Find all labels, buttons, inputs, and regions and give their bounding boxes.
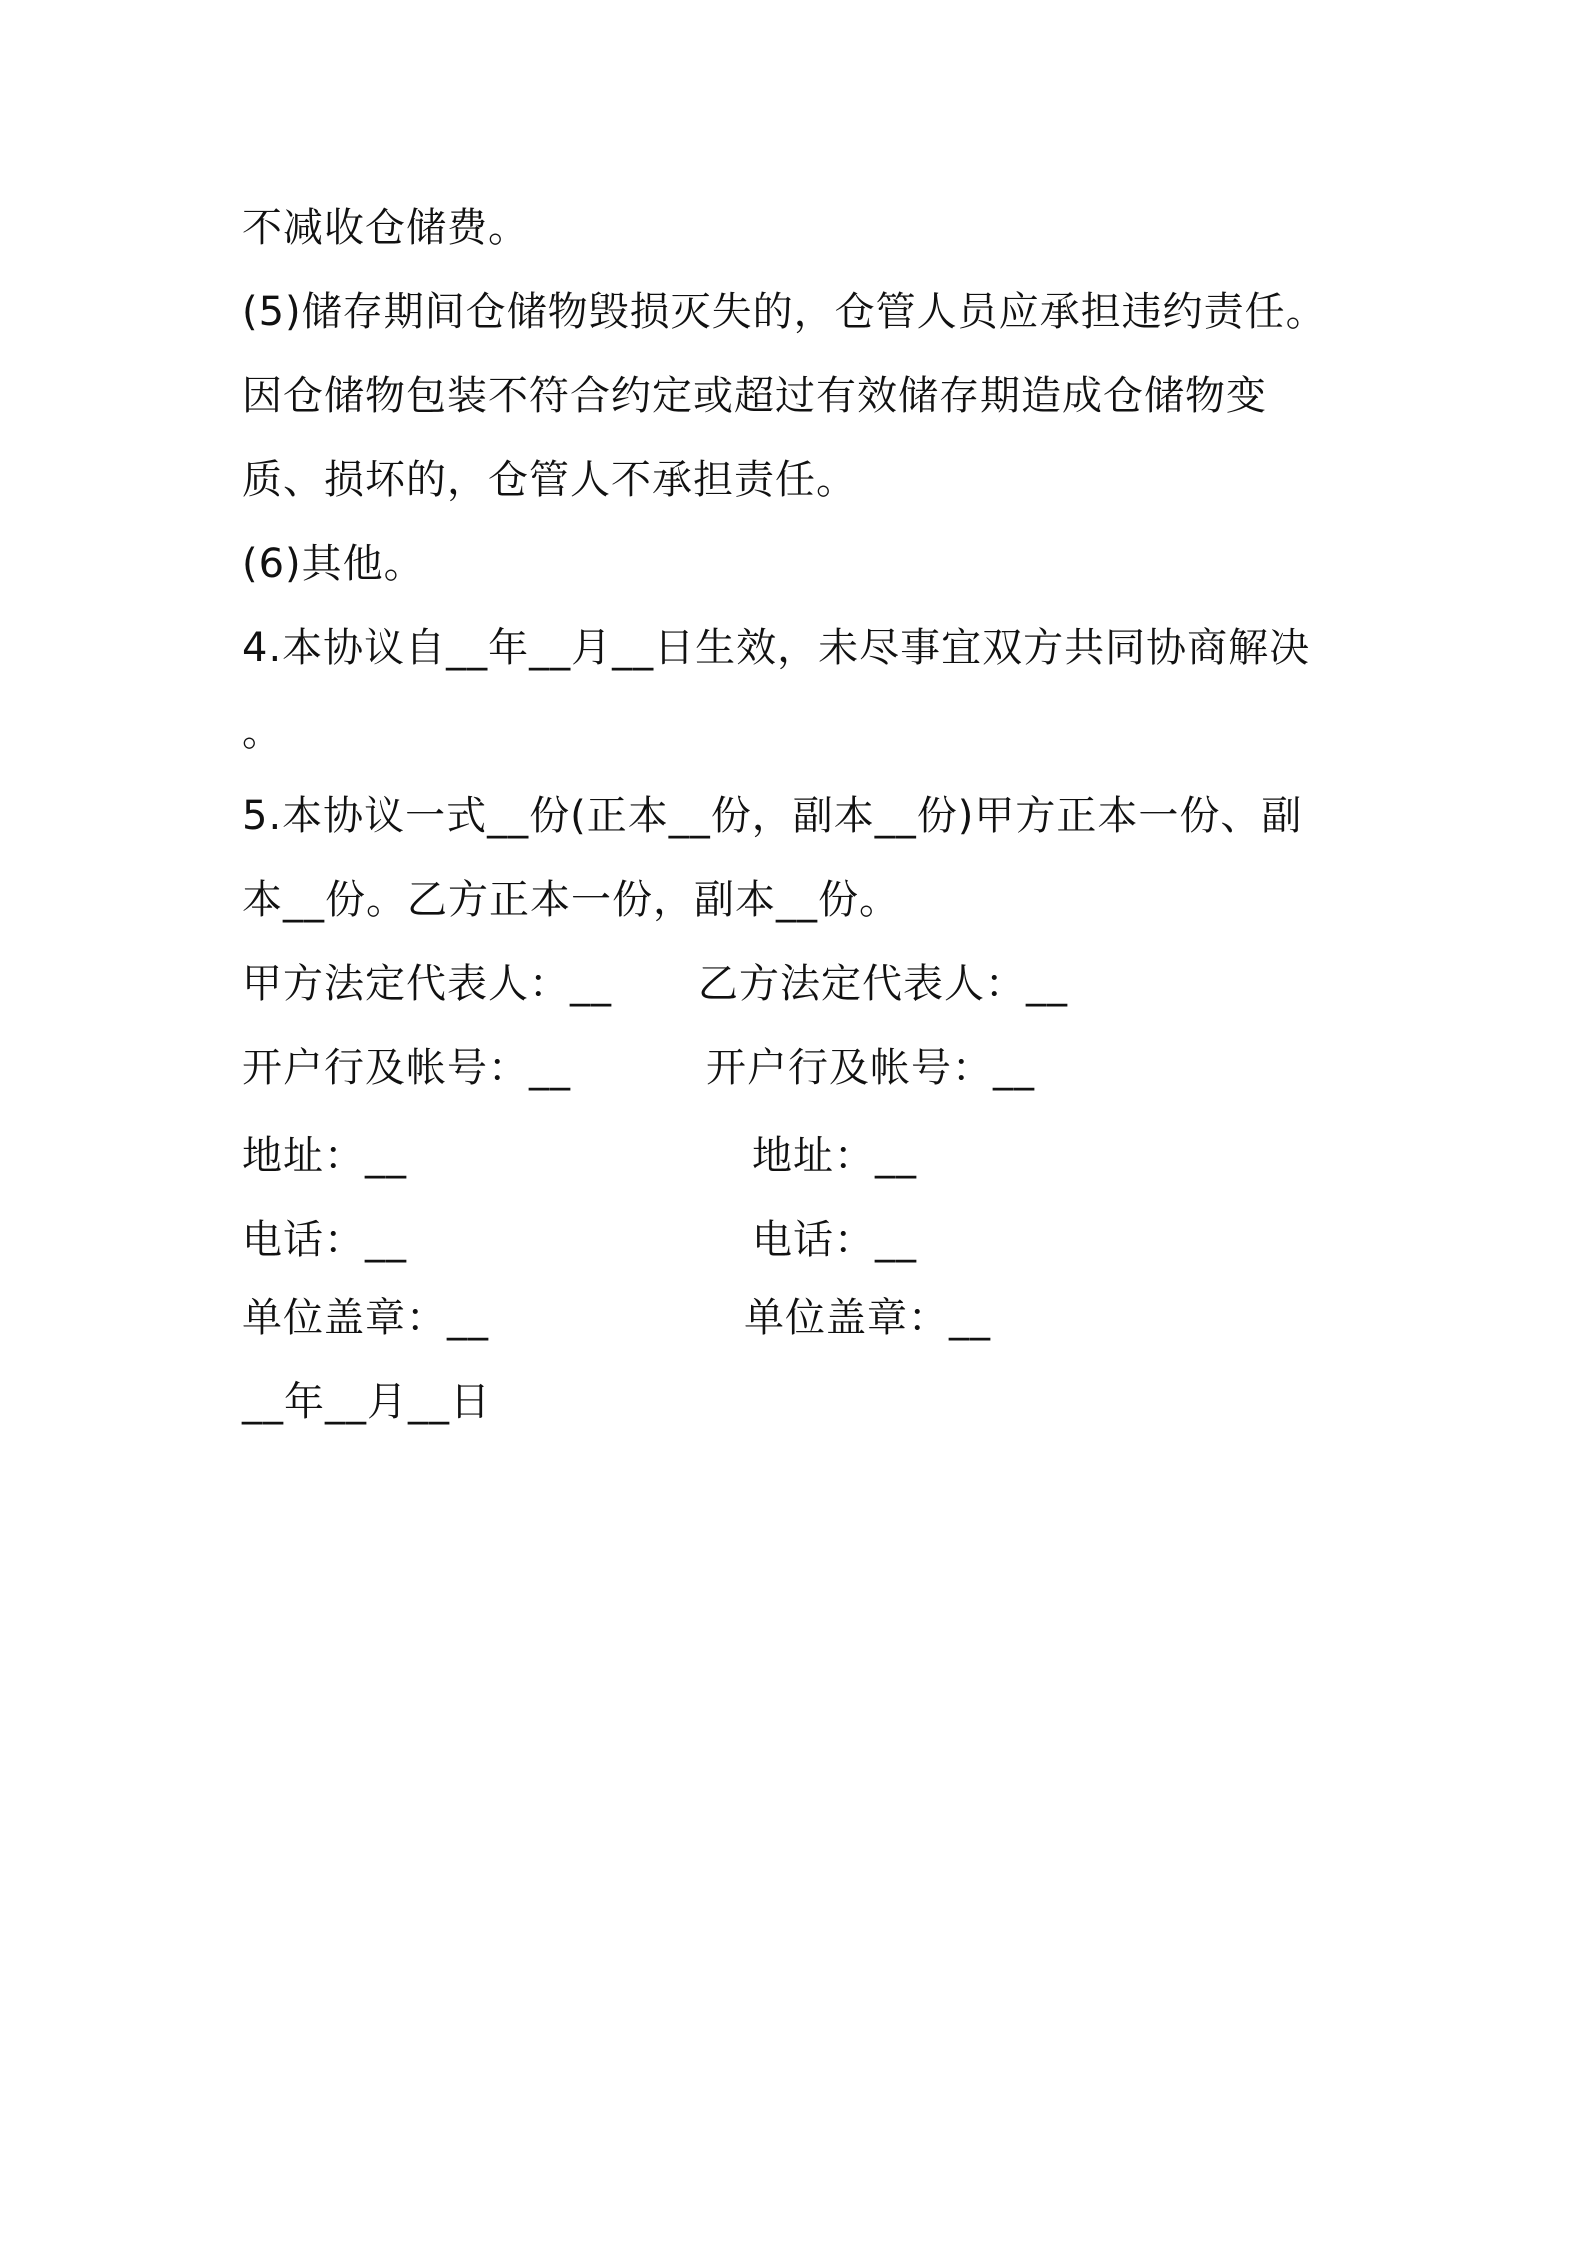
paragraph-line: 4.本协议自__年__月__日生效，未尽事宜双方共同协商解决 (242, 625, 1311, 671)
paragraph-line: 。 (242, 709, 283, 755)
party-a-bank-account: 开户行及帐号：__ (242, 1045, 571, 1091)
party-b-bank-account: 开户行及帐号：__ (706, 1045, 1035, 1091)
paragraph-line: 质、损坏的，仓管人不承担责任。 (242, 457, 857, 503)
party-b-address: 地址：__ (752, 1133, 917, 1179)
party-a-phone: 电话：__ (242, 1217, 407, 1263)
party-a-seal: 单位盖章：__ (242, 1295, 489, 1341)
party-b-seal: 单位盖章：__ (744, 1295, 991, 1341)
party-b-legal-rep: 乙方法定代表人：__ (698, 961, 1068, 1007)
paragraph-line: 因仓储物包装不符合约定或超过有效储存期造成仓储物变 (242, 373, 1267, 419)
paragraph-line: (5)储存期间仓储物毁损灭失的，仓管人员应承担违约责任。 (242, 289, 1327, 335)
party-a-address: 地址：__ (242, 1133, 407, 1179)
party-a-legal-rep: 甲方法定代表人：__ (242, 961, 612, 1007)
paragraph-line: 不减收仓储费。 (242, 205, 529, 251)
paragraph-line: 本__份。乙方正本一份，副本__份。 (242, 877, 900, 923)
paragraph-line: (6)其他。 (242, 541, 425, 587)
paragraph-line: 5.本协议一式__份(正本__份，副本__份)甲方正本一份、副 (242, 793, 1303, 839)
party-b-phone: 电话：__ (752, 1217, 917, 1263)
signing-date: __年__月__日 (242, 1379, 491, 1425)
